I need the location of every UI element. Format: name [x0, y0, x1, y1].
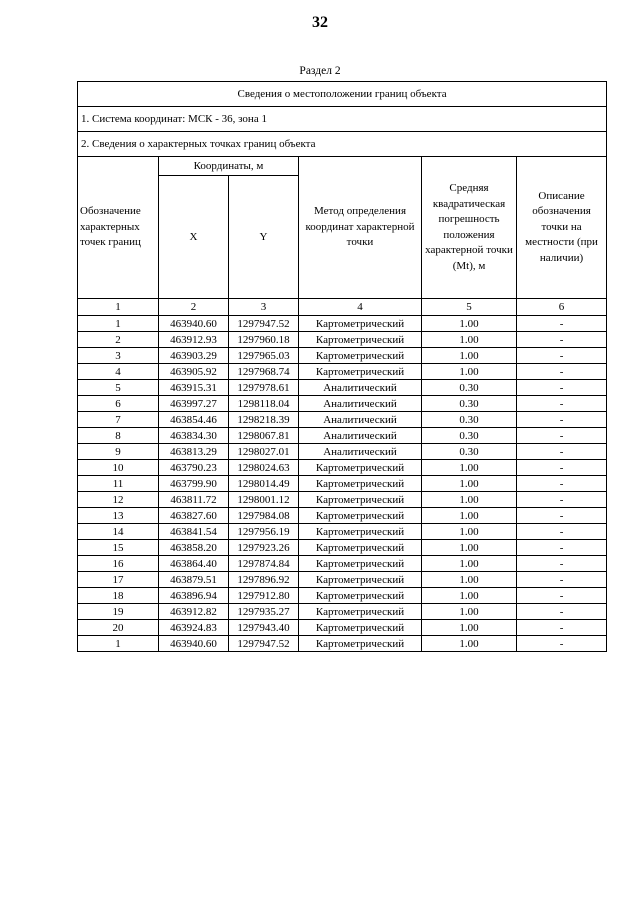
point-id-cell: 14: [78, 524, 159, 540]
y-coordinate-cell: 1297874.84: [229, 556, 299, 572]
accuracy-cell: 0.30: [422, 396, 517, 412]
table-title: Сведения о местоположении границ объекта: [78, 82, 607, 107]
point-id-cell: 8: [78, 428, 159, 444]
description-cell: -: [517, 460, 607, 476]
column-number: 1: [78, 299, 159, 316]
accuracy-cell: 1.00: [422, 364, 517, 380]
accuracy-cell: 1.00: [422, 572, 517, 588]
description-cell: -: [517, 540, 607, 556]
x-coordinate-cell: 463924.83: [159, 620, 229, 636]
table-row: [78, 460, 607, 476]
x-coordinate-cell: 463790.23: [159, 460, 229, 476]
method-cell: Картометрический: [299, 508, 422, 524]
y-coordinate-cell: 1297923.26: [229, 540, 299, 556]
accuracy-cell: 1.00: [422, 604, 517, 620]
accuracy-cell: 0.30: [422, 428, 517, 444]
table-row: [78, 540, 607, 556]
point-id-cell: 3: [78, 348, 159, 364]
x-coordinate-cell: 463997.27: [159, 396, 229, 412]
method-cell: Картометрический: [299, 620, 422, 636]
method-cell: Картометрический: [299, 460, 422, 476]
description-cell: -: [517, 364, 607, 380]
description-cell: -: [517, 412, 607, 428]
point-id-cell: 7: [78, 412, 159, 428]
method-cell: Картометрический: [299, 636, 422, 652]
description-cell: -: [517, 428, 607, 444]
x-coordinate-cell: 463879.51: [159, 572, 229, 588]
accuracy-cell: 0.30: [422, 444, 517, 460]
y-coordinate-cell: 1298118.04: [229, 396, 299, 412]
column-number: 3: [229, 299, 299, 316]
y-coordinate-cell: 1298067.81: [229, 428, 299, 444]
table-row: [78, 620, 607, 636]
x-coordinate-cell: 463841.54: [159, 524, 229, 540]
y-coordinate-cell: 1297984.08: [229, 508, 299, 524]
method-cell: Картометрический: [299, 476, 422, 492]
point-id-cell: 1: [78, 316, 159, 332]
x-coordinate-cell: 463864.40: [159, 556, 229, 572]
method-cell: Аналитический: [299, 444, 422, 460]
header-y: Y: [229, 176, 299, 299]
accuracy-cell: 1.00: [422, 620, 517, 636]
table-row: [78, 508, 607, 524]
accuracy-cell: 1.00: [422, 588, 517, 604]
accuracy-cell: 1.00: [422, 540, 517, 556]
x-coordinate-cell: 463834.30: [159, 428, 229, 444]
y-coordinate-cell: 1298218.39: [229, 412, 299, 428]
description-cell: -: [517, 316, 607, 332]
table-row: [78, 316, 607, 332]
y-coordinate-cell: 1297956.19: [229, 524, 299, 540]
method-cell: Картометрический: [299, 524, 422, 540]
x-coordinate-cell: 463854.46: [159, 412, 229, 428]
table-row: [78, 428, 607, 444]
accuracy-cell: 1.00: [422, 508, 517, 524]
accuracy-cell: 0.30: [422, 380, 517, 396]
accuracy-cell: 0.30: [422, 412, 517, 428]
x-coordinate-cell: 463858.20: [159, 540, 229, 556]
header-accuracy: Средняя квадратическая погрешность положения характерной точки (Mt), м: [422, 157, 517, 299]
header-designation: Обозначение характерных точек границ: [78, 157, 159, 299]
table-row: [78, 444, 607, 460]
table-row: [78, 332, 607, 348]
description-cell: -: [517, 588, 607, 604]
table-row: [78, 412, 607, 428]
table-row: [78, 348, 607, 364]
method-cell: Картометрический: [299, 364, 422, 380]
x-coordinate-cell: 463813.29: [159, 444, 229, 460]
table-row: [78, 524, 607, 540]
method-cell: Картометрический: [299, 316, 422, 332]
method-cell: Аналитический: [299, 380, 422, 396]
point-id-cell: 5: [78, 380, 159, 396]
table-row: [78, 636, 607, 652]
method-cell: Картометрический: [299, 540, 422, 556]
boundary-points-table: [77, 81, 607, 652]
accuracy-cell: 1.00: [422, 316, 517, 332]
y-coordinate-cell: 1297978.61: [229, 380, 299, 396]
x-coordinate-cell: 463827.60: [159, 508, 229, 524]
description-cell: -: [517, 380, 607, 396]
y-coordinate-cell: 1297968.74: [229, 364, 299, 380]
description-cell: -: [517, 332, 607, 348]
description-cell: -: [517, 604, 607, 620]
accuracy-cell: 1.00: [422, 492, 517, 508]
point-id-cell: 17: [78, 572, 159, 588]
table-row: [78, 588, 607, 604]
point-id-cell: 4: [78, 364, 159, 380]
description-cell: -: [517, 556, 607, 572]
x-coordinate-cell: 463905.92: [159, 364, 229, 380]
column-number: 5: [422, 299, 517, 316]
y-coordinate-cell: 1298001.12: [229, 492, 299, 508]
method-cell: Аналитический: [299, 396, 422, 412]
point-id-cell: 12: [78, 492, 159, 508]
method-cell: Картометрический: [299, 492, 422, 508]
point-id-cell: 20: [78, 620, 159, 636]
point-id-cell: 2: [78, 332, 159, 348]
accuracy-cell: 1.00: [422, 476, 517, 492]
section-label: Раздел 2: [299, 65, 341, 77]
point-id-cell: 16: [78, 556, 159, 572]
description-cell: -: [517, 636, 607, 652]
table-row: [78, 396, 607, 412]
table-row: [78, 364, 607, 380]
accuracy-cell: 1.00: [422, 636, 517, 652]
y-coordinate-cell: 1297935.27: [229, 604, 299, 620]
y-coordinate-cell: 1298014.49: [229, 476, 299, 492]
x-coordinate-cell: 463896.94: [159, 588, 229, 604]
header-coordinates: Координаты, м: [159, 157, 299, 176]
points-heading: 2. Сведения о характерных точках границ объекта: [78, 132, 607, 157]
point-id-cell: 19: [78, 604, 159, 620]
y-coordinate-cell: 1298027.01: [229, 444, 299, 460]
accuracy-cell: 1.00: [422, 556, 517, 572]
x-coordinate-cell: 463915.31: [159, 380, 229, 396]
description-cell: -: [517, 444, 607, 460]
point-id-cell: 1: [78, 636, 159, 652]
y-coordinate-cell: 1297947.52: [229, 636, 299, 652]
table-row: [78, 556, 607, 572]
y-coordinate-cell: 1298024.63: [229, 460, 299, 476]
column-number: 2: [159, 299, 229, 316]
x-coordinate-cell: 463903.29: [159, 348, 229, 364]
table-row: [78, 604, 607, 620]
accuracy-cell: 1.00: [422, 348, 517, 364]
method-cell: Аналитический: [299, 428, 422, 444]
page-number: 32: [312, 14, 328, 31]
header-method: Метод определения координат характерной точки: [299, 157, 422, 299]
method-cell: Картометрический: [299, 604, 422, 620]
coordinate-system: 1. Система координат: МСК - 36, зона 1: [78, 107, 607, 132]
description-cell: -: [517, 620, 607, 636]
x-coordinate-cell: 463811.72: [159, 492, 229, 508]
y-coordinate-cell: 1297965.03: [229, 348, 299, 364]
accuracy-cell: 1.00: [422, 524, 517, 540]
column-number: 6: [517, 299, 607, 316]
description-cell: -: [517, 508, 607, 524]
column-number: 4: [299, 299, 422, 316]
method-cell: Картометрический: [299, 348, 422, 364]
method-cell: Картометрический: [299, 332, 422, 348]
description-cell: -: [517, 524, 607, 540]
point-id-cell: 13: [78, 508, 159, 524]
y-coordinate-cell: 1297896.92: [229, 572, 299, 588]
description-cell: -: [517, 572, 607, 588]
point-id-cell: 9: [78, 444, 159, 460]
x-coordinate-cell: 463940.60: [159, 636, 229, 652]
accuracy-cell: 1.00: [422, 460, 517, 476]
point-id-cell: 6: [78, 396, 159, 412]
header-description: Описание обозначения точки на местности (при наличии): [517, 157, 607, 299]
method-cell: Картометрический: [299, 572, 422, 588]
point-id-cell: 11: [78, 476, 159, 492]
x-coordinate-cell: 463940.60: [159, 316, 229, 332]
description-cell: -: [517, 348, 607, 364]
table-row: [78, 572, 607, 588]
y-coordinate-cell: 1297943.40: [229, 620, 299, 636]
table-row: [78, 492, 607, 508]
x-coordinate-cell: 463799.90: [159, 476, 229, 492]
table-row: [78, 380, 607, 396]
description-cell: -: [517, 492, 607, 508]
method-cell: Картометрический: [299, 556, 422, 572]
y-coordinate-cell: 1297912.80: [229, 588, 299, 604]
point-id-cell: 18: [78, 588, 159, 604]
header-x: X: [159, 176, 229, 299]
accuracy-cell: 1.00: [422, 332, 517, 348]
y-coordinate-cell: 1297947.52: [229, 316, 299, 332]
table-row: [78, 476, 607, 492]
y-coordinate-cell: 1297960.18: [229, 332, 299, 348]
description-cell: -: [517, 476, 607, 492]
x-coordinate-cell: 463912.82: [159, 604, 229, 620]
description-cell: -: [517, 396, 607, 412]
method-cell: Аналитический: [299, 412, 422, 428]
point-id-cell: 15: [78, 540, 159, 556]
method-cell: Картометрический: [299, 588, 422, 604]
x-coordinate-cell: 463912.93: [159, 332, 229, 348]
point-id-cell: 10: [78, 460, 159, 476]
